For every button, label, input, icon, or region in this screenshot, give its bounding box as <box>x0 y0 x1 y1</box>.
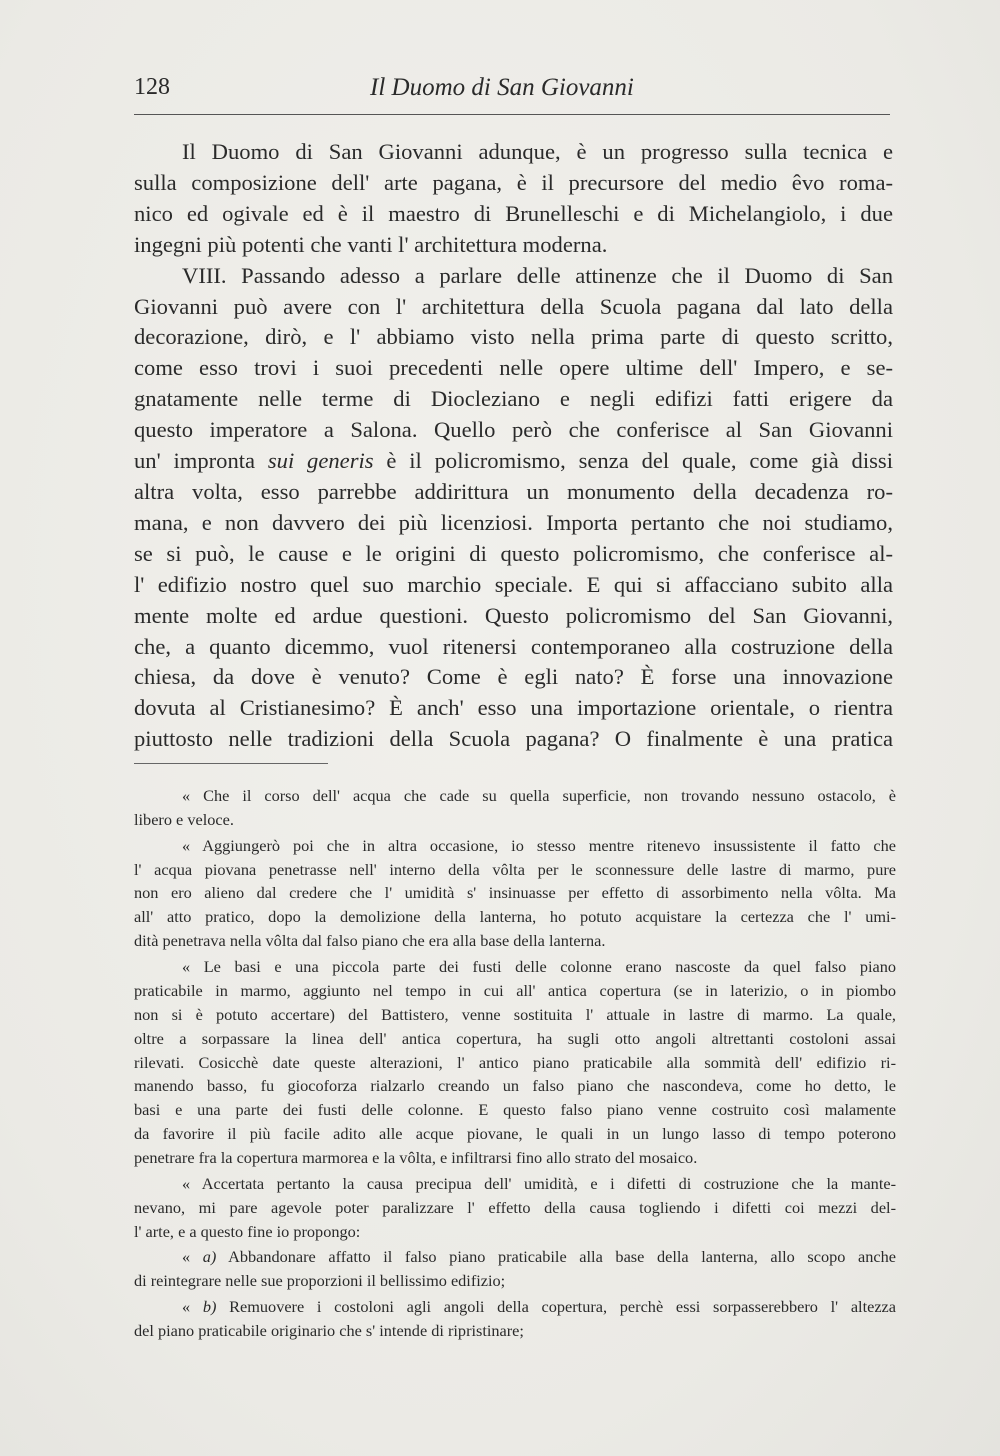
footnote-line: del piano praticabile originario che s' intende di ripristinare; <box>134 1320 524 1340</box>
footnote-paragraph <box>134 1295 896 1343</box>
body-line: un' impronta sui generis è il policromismo, senza del quale, come già dissi <box>134 448 893 474</box>
body-line: chiesa, da dove è venuto? Come è egli nato? È forse una innovazione <box>134 664 893 690</box>
body-line: se si può, le cause e le origini di questo policromismo, che conferisce al- <box>134 540 893 566</box>
footnote-paragraph <box>134 834 896 954</box>
page-number: 128 <box>134 74 170 100</box>
footnotes <box>134 784 896 1345</box>
body-line: mana, e non davvero dei più licenziosi. Importa pertanto che noi studiamo, <box>134 509 893 535</box>
footnote-line: dità penetrava nella vôlta dal falso piano che era alla base della lanterna. <box>134 931 606 951</box>
footnote-line: l' acqua piovana penetrasse nell' interno della vôlta per le sconnessure delle lastre di marmo, pure <box>134 859 896 879</box>
emphasis: sui generis <box>267 448 374 474</box>
list-marker: b) <box>202 1297 217 1317</box>
footnote-line: nevano, mi pare agevole poter paralizzare l' effetto della causa togliendo i difetti coi mezzi del- <box>134 1197 896 1217</box>
body-line: gnatamente nelle terme di Diocleziano e negli edifizi fatti erigere da <box>134 386 893 412</box>
footnote-paragraph <box>134 955 896 1170</box>
body-line: dovuta al Cristianesimo? È anch' esso una importazione orientale, o rientra <box>134 695 893 721</box>
footnote-line: praticabile in marmo, aggiunto nel tempo in cui all' antica copertura (se in laterizio, o in piombo <box>134 980 896 1000</box>
footnote-line: « b) Remuovere i costoloni agli angoli della copertura, perchè essi sorpasserebbero l' altezza <box>182 1297 897 1317</box>
body-line: altra volta, esso parrebbe addirittura un monumento della decadenza ro- <box>134 478 893 504</box>
body-line: come esso trovi i suoi precedenti nelle opere ultime dell' Impero, e se- <box>134 355 893 381</box>
body-line: Giovanni può avere con l' architettura della Scuola pagana dal lato della <box>134 293 893 319</box>
body-line: VIII. Passando adesso a parlare delle attinenze che il Duomo di San <box>182 262 893 288</box>
list-marker: a) <box>202 1247 217 1267</box>
footnote-line: rilevati. Cosicchè date queste alterazioni, l' antico piano praticabile alla sommità dell' edifizio ri- <box>134 1052 896 1072</box>
footnote-line: « a) Abbandonare affatto il falso piano praticabile alla base della lanterna, allo scopo anche <box>182 1247 897 1267</box>
body-line: mente molte ed ardue questioni. Questo policromismo del San Giovanni, <box>134 602 893 628</box>
footnote-line: « Aggiungerò poi che in altra occasione, io stesso mentre ritenevo insussistente il fatto che <box>182 835 896 855</box>
footnote-line: non ero alieno dal credere che l' umidità s' insinuasse per effetto di assorbimento nella vôlta. Ma <box>134 883 896 903</box>
body-line: ingegni più potenti che vanti l' architettura moderna. <box>134 231 608 257</box>
footnote-line: « Accertata pertanto la causa precipua dell' umidità, e i difetti di costruzione che la mante- <box>182 1173 896 1193</box>
footnote-separator <box>134 763 328 764</box>
footnote-line: « Le basi e una piccola parte dei fusti delle colonne erano nascoste da quel falso piano <box>182 956 896 976</box>
footnote-line: di reintegrare nelle sue proporzioni il bellissimo edifizio; <box>134 1271 506 1291</box>
body-line: sulla composizione dell' arte pagana, è il precursore del medio êvo roma- <box>134 169 893 195</box>
body-line: piuttosto nelle tradizioni della Scuola pagana? O finalmente è una pratica <box>134 726 893 752</box>
footnote-line: « Che il corso dell' acqua che cade su quella superficie, non trovando nessuno ostacolo, è <box>182 786 896 805</box>
footnote-paragraph <box>134 784 896 832</box>
footnote-paragraph <box>134 1172 896 1244</box>
body-line: decorazione, dirò, e l' abbiamo visto nella prima parte di questo scritto, <box>134 324 893 350</box>
footnote-line: manendo basso, fu giocoforza rialzarlo creando un falso piano che nascondeva, come ho detto, le <box>134 1076 896 1096</box>
footnote-line: all' atto pratico, dopo la demolizione della lanterna, ho potuto acquistare la certezza che l' umi- <box>134 907 896 927</box>
running-header <box>134 74 890 115</box>
body-line: che, a quanto dicemmo, vuol ritenersi contemporaneo alla costruzione della <box>134 633 893 659</box>
running-title: Il Duomo di San Giovanni <box>370 74 634 101</box>
body-line: Il Duomo di San Giovanni adunque, è un progresso sulla tecnica e <box>182 139 893 164</box>
footnote-line: libero e veloce. <box>134 809 234 829</box>
footnote-line: basi e una parte dei fusti delle colonne. E questo falso piano venne costruito così malamente <box>134 1100 896 1120</box>
footnote-line: l' arte, e a questo fine io propongo: <box>134 1221 361 1241</box>
body-line: l' edifizio nostro quel suo marchio speciale. E qui si affacciano subito alla <box>134 571 893 597</box>
footnote-line: da favorire il più facile adito alle acque piovane, le quali in un lungo lasso di tempo poterono <box>134 1124 896 1144</box>
footnote-line: oltre a sorpassare la linea dell' antica copertura, ha sugli otto angoli altrettanti costoloni assai <box>134 1028 896 1048</box>
footnote-line: non si è potuto accertare) del Battistero, venne sostituita l' attuale in lastre di marmo. La quale, <box>134 1004 896 1024</box>
footnote-paragraph <box>134 1245 896 1293</box>
footnote-line: penetrare fra la copertura marmorea e la vôlta, e infiltrarsi fino allo strato del mosaico. <box>134 1148 698 1168</box>
main-text <box>134 137 893 755</box>
body-line: nico ed ogivale ed è il maestro di Brunelleschi e di Michelangiolo, i due <box>134 200 893 226</box>
body-line: questo imperatore a Salona. Quello però che conferisce al San Giovanni <box>134 417 893 443</box>
